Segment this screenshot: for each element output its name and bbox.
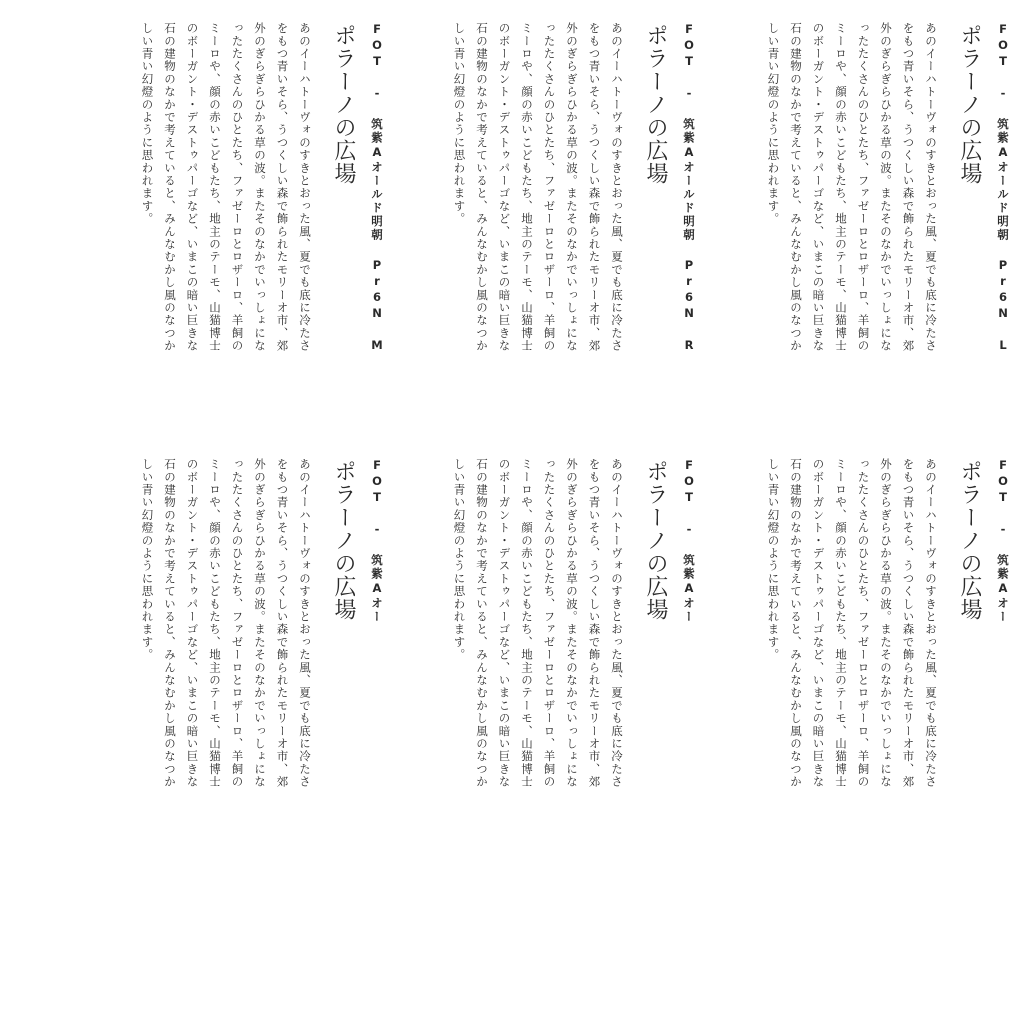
body-line: ったたくさんのひとたち、ファゼーロとロザーロ、羊飼の bbox=[230, 458, 245, 789]
body-line: ミーロや、顔の赤いこどもたち、地主のテーモ、山猫博士 bbox=[208, 458, 222, 789]
body-line: ミーロや、顔の赤いこどもたち、地主のテーモ、山猫博士 bbox=[834, 22, 848, 353]
font-name-label: FOT - 筑紫Aオー bbox=[682, 458, 696, 624]
body-line: しい青い幻燈のように思われます。 bbox=[140, 458, 155, 662]
body-line: 石の建物のなかで考えていると、みんなむかし風のなつか bbox=[475, 22, 489, 353]
body-line: 外のぎらぎらひかる草の波。またそのなかでいっしょにな bbox=[565, 458, 579, 789]
body-line: しい青い幻燈のように思われます。 bbox=[452, 458, 467, 662]
body-line: あのイーハトーヴォのすきとおった風、夏でも底に冷たさ bbox=[924, 22, 938, 353]
body-line: のボーガント・デストゥパーゴなど、いまこの暗い巨きな bbox=[497, 458, 512, 789]
font-name-label: FOT - 筑紫Aオールド明朝 Pr6N L bbox=[996, 22, 1010, 354]
body-line: 石の建物のなかで考えていると、みんなむかし風のなつか bbox=[789, 22, 803, 353]
body-line: ミーロや、顔の赤いこどもたち、地主のテーモ、山猫博士 bbox=[208, 22, 222, 353]
body-line: あのイーハトーヴォのすきとおった風、夏でも底に冷たさ bbox=[924, 458, 938, 789]
body-line: のボーガント・デストゥパーゴなど、いまこの暗い巨きな bbox=[497, 22, 512, 353]
specimen-title: ポラーノの広場 bbox=[643, 24, 668, 185]
body-line: しい青い幻燈のように思われます。 bbox=[766, 22, 781, 226]
body-line: のボーガント・デストゥパーゴなど、いまこの暗い巨きな bbox=[185, 22, 200, 353]
specimen-title: ポラーノの広場 bbox=[643, 460, 668, 621]
body-line: ったたくさんのひとたち、ファゼーロとロザーロ、羊飼の bbox=[856, 458, 871, 789]
body-line: 外のぎらぎらひかる草の波。またそのなかでいっしょにな bbox=[879, 22, 893, 353]
specimen-block bbox=[688, 458, 1008, 1018]
specimen-title: ポラーノの広場 bbox=[331, 460, 356, 621]
body-line: をもつ青いそら、うつくしい森で飾られたモリーオ市、郊 bbox=[275, 458, 290, 789]
body-line: しい青い幻燈のように思われます。 bbox=[452, 22, 467, 226]
body-line: をもつ青いそら、うつくしい森で飾られたモリーオ市、郊 bbox=[901, 458, 916, 789]
body-line: のボーガント・デストゥパーゴなど、いまこの暗い巨きな bbox=[185, 458, 200, 789]
body-line: をもつ青いそら、うつくしい森で飾られたモリーオ市、郊 bbox=[275, 22, 290, 353]
body-line: 石の建物のなかで考えていると、みんなむかし風のなつか bbox=[163, 458, 177, 789]
body-line: しい青い幻燈のように思われます。 bbox=[766, 458, 781, 662]
body-line: をもつ青いそら、うつくしい森で飾られたモリーオ市、郊 bbox=[901, 22, 916, 353]
body-line: 石の建物のなかで考えていると、みんなむかし風のなつか bbox=[163, 22, 177, 353]
font-name-label: FOT - 筑紫Aオールド明朝 Pr6N R bbox=[682, 22, 696, 354]
body-line: 石の建物のなかで考えていると、みんなむかし風のなつか bbox=[475, 458, 489, 789]
body-line: ミーロや、顔の赤いこどもたち、地主のテーモ、山猫博士 bbox=[520, 22, 534, 353]
body-line: あのイーハトーヴォのすきとおった風、夏でも底に冷たさ bbox=[298, 458, 312, 789]
specimen-title: ポラーノの広場 bbox=[957, 460, 982, 621]
body-line: ミーロや、顔の赤いこどもたち、地主のテーモ、山猫博士 bbox=[520, 458, 534, 789]
body-line: ったたくさんのひとたち、ファゼーロとロザーロ、羊飼の bbox=[542, 22, 557, 353]
body-line: 外のぎらぎらひかる草の波。またそのなかでいっしょにな bbox=[879, 458, 893, 789]
body-line: をもつ青いそら、うつくしい森で飾られたモリーオ市、郊 bbox=[587, 22, 602, 353]
body-line: をもつ青いそら、うつくしい森で飾られたモリーオ市、郊 bbox=[587, 458, 602, 789]
specimen-title: ポラーノの広場 bbox=[331, 24, 356, 185]
specimen-block bbox=[374, 458, 694, 1018]
body-line: あのイーハトーヴォのすきとおった風、夏でも底に冷たさ bbox=[610, 22, 624, 353]
body-line: ミーロや、顔の赤いこどもたち、地主のテーモ、山猫博士 bbox=[834, 458, 848, 789]
body-line: 石の建物のなかで考えていると、みんなむかし風のなつか bbox=[789, 458, 803, 789]
body-line: ったたくさんのひとたち、ファゼーロとロザーロ、羊飼の bbox=[230, 22, 245, 353]
body-line: のボーガント・デストゥパーゴなど、いまこの暗い巨きな bbox=[811, 22, 826, 353]
font-name-label: FOT - 筑紫Aオー bbox=[996, 458, 1010, 624]
body-line: のボーガント・デストゥパーゴなど、いまこの暗い巨きな bbox=[811, 458, 826, 789]
body-line: ったたくさんのひとたち、ファゼーロとロザーロ、羊飼の bbox=[542, 458, 557, 789]
body-line: しい青い幻燈のように思われます。 bbox=[140, 22, 155, 226]
body-line: あのイーハトーヴォのすきとおった風、夏でも底に冷たさ bbox=[298, 22, 312, 353]
specimen-title: ポラーノの広場 bbox=[957, 24, 982, 185]
specimen-block bbox=[62, 458, 382, 1018]
font-name-label: FOT - 筑紫Aオールド明朝 Pr6N M bbox=[370, 22, 384, 354]
body-line: あのイーハトーヴォのすきとおった風、夏でも底に冷たさ bbox=[610, 458, 624, 789]
body-line: 外のぎらぎらひかる草の波。またそのなかでいっしょにな bbox=[253, 22, 267, 353]
body-line: 外のぎらぎらひかる草の波。またそのなかでいっしょにな bbox=[565, 22, 579, 353]
font-name-label: FOT - 筑紫Aオー bbox=[370, 458, 384, 624]
body-line: ったたくさんのひとたち、ファゼーロとロザーロ、羊飼の bbox=[856, 22, 871, 353]
body-line: 外のぎらぎらひかる草の波。またそのなかでいっしょにな bbox=[253, 458, 267, 789]
